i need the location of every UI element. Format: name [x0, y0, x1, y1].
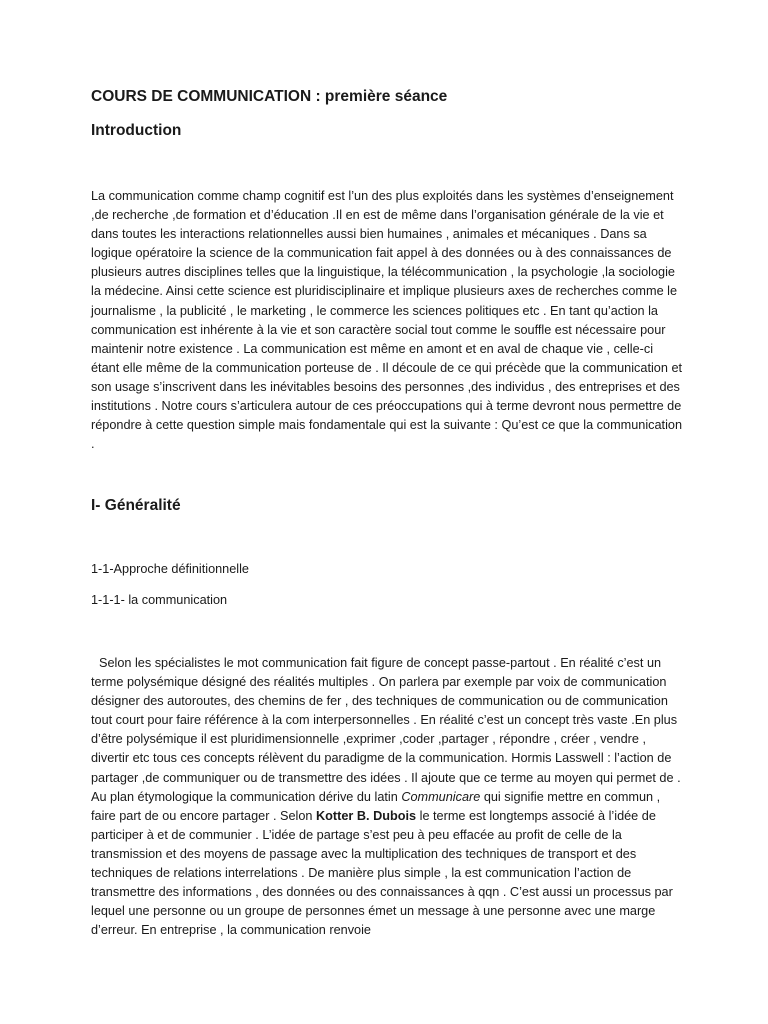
subsection-heading-approche: 1-1-Approche définitionnelle [91, 562, 249, 576]
body-text-part1: Selon les spécialistes le mot communication fait figure de concept passe-partout . En réalité c’est un terme polysémique désigné des réalités multiples . On parlera par exemple par voix de communication désigner des autoroutes, des chemins de fer , des techniques de communication ou de communication tout court pour faire référence à la com interpersonnelles . En réalité c’est un concept très vaste .En plus d’être polysémique il est pluridimensionnelle ,exprimer ,coder ,partager , répondre , créer , vendre , divertir etc tous ces concepts rélèvent du paradigme de la communication. Hormis Lasswell : l’action de partager ,de communiquer ou de transmettre des idées . Il ajoute que ce terme au moyen qui permet de . Au plan étymologique la communication dérive du latin [91, 656, 681, 804]
section-heading-generalite: I- Généralité [91, 497, 181, 514]
body-text-part3: le terme est longtemps associé à l’idée de participer à et de communier . L’idée de partage s’est peu à peu effacée au profit de celle de la transmission et des moyens de passage avec la multiplication des techniques de transport et des techniques de relations interrelations . De manière plus simple , la est communication l’action de transmettre des informations , des données ou des connaissances à qqn . C’est aussi un processus par lequel une personne ou un groupe de personnes émet un message à une personne avec une marge d’erreur. En entreprise , la communication renvoie [91, 808, 673, 938]
introduction-heading: Introduction [91, 122, 182, 139]
introduction-paragraph: La communication comme champ cognitif est l’un des plus exploités dans les systèmes d’enseignement ,de recherche ,de formation et d’éducation .Il en est de même dans l’organisation générale de la vie et dans toutes les interactions relationnelles aussi bien humaines , animales et mécaniques . Dans sa logique opératoire la science de la communication fait appel à des données ou à des connaissances de plusieurs autres disciplines telles que la linguistique, la télécommunication , la psychologie ,la sociologie la médecine. Ainsi cette science est pluridisciplinaire et implique plusieurs axes de recherches comme le journalisme , la publicité , le marketing , le commerce les sciences politiques etc . En tant qu’action la communication est inhérente à la vie et son caractère social tout comme le souffle est nécessaire pour maintenir notre existence . La communication est même en amont et en aval de chaque vie , celle-ci étant elle même de la communication porteuse de . Il découle de ce qui précède que la communication et son usage s’inscrivent dans les inévitables besoins des personnes ,des individus , des entreprises et des institutions . Notre cours s’articulera autour de ces préoccupations qui à terme devront nous permettre de répondre à cette question simple mais fondamentale qui est la suivante : Qu’est ce que la communication . [91, 189, 683, 452]
author-name: Kotter B. Dubois [316, 808, 417, 823]
latin-term: Communicare [401, 789, 481, 804]
document-title: COURS DE COMMUNICATION : première séance [91, 88, 448, 105]
subsection-heading-communication: 1-1-1- la communication [91, 593, 228, 607]
body-paragraph [91, 654, 683, 940]
body-text-part2: qui signifie mettre en commun , faire part de ou encore partager . Selon [91, 789, 661, 823]
